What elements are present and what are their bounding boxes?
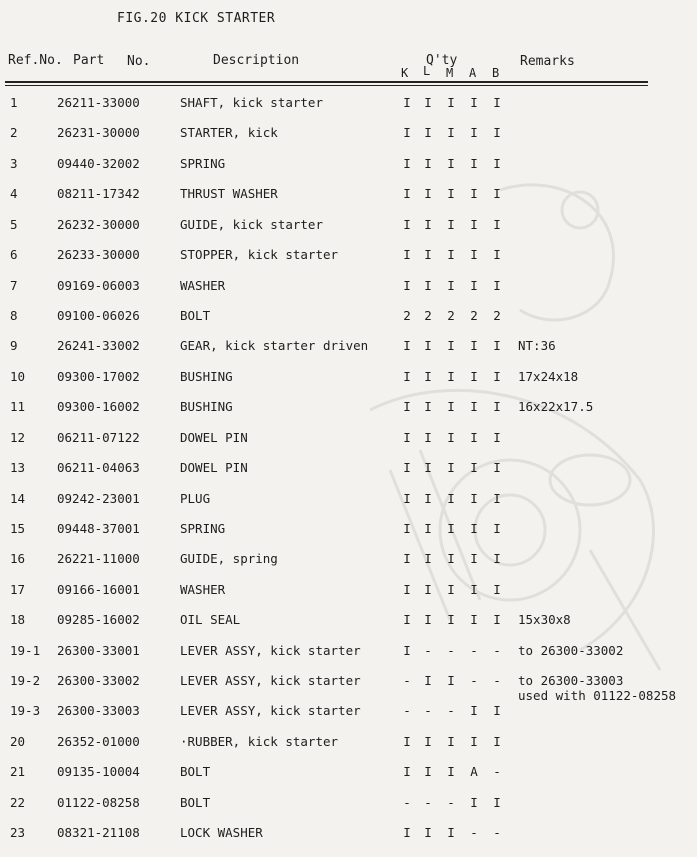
qty-m-cell: I [447, 216, 455, 232]
description-cell: WASHER [180, 581, 226, 597]
ref-no-cell: 19-3 [10, 703, 41, 719]
table-row [0, 369, 697, 399]
qty-m-cell: I [447, 399, 455, 415]
qty-k-cell: I [403, 612, 411, 628]
qty-l-cell: I [424, 460, 432, 475]
qty-col-k: K [401, 66, 409, 80]
qty-a-cell: I [470, 186, 478, 202]
qty-b-cell: 2 [493, 307, 501, 323]
qty-m-cell: - [447, 703, 455, 719]
figure-title: FIG.20 KICK STARTER [117, 11, 276, 26]
description-cell: GEAR, kick starter driven [180, 338, 369, 354]
table-row [0, 734, 697, 764]
qty-k-cell: I [403, 277, 411, 293]
remarks-cell: to 26300-33002 [518, 642, 624, 658]
table-row [0, 156, 697, 186]
qty-l-cell: I [424, 612, 432, 628]
part-no-cell: 09300-17002 [57, 368, 140, 384]
qty-a-cell: I [470, 460, 478, 475]
part-no-cell: 08321-21108 [57, 825, 140, 841]
description-cell: LEVER ASSY, kick starter [180, 703, 361, 719]
table-row [0, 338, 697, 368]
remarks-cell: NT:36 [518, 338, 556, 354]
qty-k-cell: I [403, 368, 411, 384]
part-no-cell: 06211-07122 [57, 429, 140, 445]
qty-m-cell: I [447, 490, 455, 506]
header-qty: Q'ty [426, 53, 458, 68]
qty-m-cell: I [447, 733, 455, 749]
description-cell: BUSHING [180, 399, 233, 415]
ref-no-cell: 23 [10, 825, 26, 841]
qty-b-cell: I [493, 612, 501, 628]
part-no-cell: 26300-33001 [57, 642, 140, 658]
qty-b-cell: - [493, 764, 501, 780]
qty-a-cell: I [470, 247, 478, 263]
part-no-cell: 26231-30000 [57, 125, 140, 141]
ref-no-cell: 8 [10, 307, 18, 323]
ref-no-cell: 16 [10, 551, 26, 567]
description-cell: DOWEL PIN [180, 429, 248, 445]
qty-l-cell: I [424, 155, 432, 171]
qty-m-cell: I [447, 277, 455, 293]
qty-a-cell: I [470, 277, 478, 293]
qty-b-cell: I [493, 216, 501, 232]
part-no-cell: 09166-16001 [57, 581, 140, 597]
description-cell: WASHER [180, 277, 226, 293]
qty-b-cell: I [493, 581, 501, 597]
ref-no-cell: 3 [10, 155, 18, 171]
description-cell: SHAFT, kick starter [180, 95, 323, 110]
part-no-cell: 09285-16002 [57, 612, 140, 628]
part-no-cell: 09100-06026 [57, 307, 140, 323]
ref-no-cell: 14 [10, 490, 26, 506]
qty-m-cell: 2 [447, 307, 455, 323]
qty-b-cell: - [493, 642, 501, 658]
qty-b-cell: I [493, 703, 501, 719]
qty-k-cell: I [403, 399, 411, 415]
part-no-cell: 06211-04063 [57, 460, 140, 475]
qty-a-cell: I [470, 490, 478, 506]
qty-a-cell: - [470, 825, 478, 841]
table-row [0, 825, 697, 855]
qty-k-cell: I [403, 216, 411, 232]
qty-m-cell: I [447, 551, 455, 567]
qty-l-cell: I [424, 764, 432, 780]
description-cell: GUIDE, spring [180, 551, 278, 567]
qty-m-cell: - [447, 794, 455, 810]
qty-l-cell: I [424, 673, 432, 688]
qty-b-cell: I [493, 399, 501, 415]
table-row [0, 95, 697, 125]
qty-k-cell: I [403, 186, 411, 202]
qty-b-cell: I [493, 247, 501, 263]
ref-no-cell: 21 [10, 764, 26, 780]
qty-a-cell: 2 [470, 307, 478, 323]
qty-col-m: M [446, 66, 454, 80]
description-cell: BOLT [180, 794, 211, 810]
table-row [0, 703, 697, 733]
part-no-cell: 09448-37001 [57, 520, 140, 536]
qty-a-cell: I [470, 520, 478, 536]
table-row [0, 551, 697, 581]
qty-k-cell: I [403, 764, 411, 780]
table-row [0, 125, 697, 155]
qty-k-cell: I [403, 825, 411, 841]
description-cell: GUIDE, kick starter [180, 216, 323, 232]
description-cell: BOLT [180, 307, 211, 323]
qty-k-cell: I [403, 155, 411, 171]
qty-l-cell: I [424, 95, 432, 110]
table-row [0, 491, 697, 521]
qty-k-cell: I [403, 338, 411, 354]
part-no-cell: 26211-33000 [57, 95, 140, 110]
ref-no-cell: 7 [10, 277, 18, 293]
qty-k-cell: - [403, 703, 411, 719]
qty-m-cell: - [447, 642, 455, 658]
ref-no-cell: 9 [10, 338, 18, 354]
qty-a-cell: A [470, 764, 478, 780]
qty-b-cell: I [493, 520, 501, 536]
table-row [0, 430, 697, 460]
qty-k-cell: I [403, 429, 411, 445]
qty-a-cell: I [470, 581, 478, 597]
qty-k-cell: I [403, 581, 411, 597]
qty-m-cell: I [447, 764, 455, 780]
qty-col-b: B [492, 66, 500, 80]
qty-k-cell: - [403, 673, 411, 688]
qty-l-cell: I [424, 247, 432, 263]
qty-b-cell: I [493, 338, 501, 354]
qty-b-cell: I [493, 490, 501, 506]
qty-a-cell: I [470, 368, 478, 384]
table-row [0, 247, 697, 277]
qty-a-cell: I [470, 429, 478, 445]
ref-no-cell: 12 [10, 429, 26, 445]
qty-m-cell: I [447, 520, 455, 536]
description-cell: OIL SEAL [180, 612, 241, 628]
table-row [0, 764, 697, 794]
qty-l-cell: I [424, 825, 432, 841]
qty-l-cell: 2 [424, 307, 432, 323]
qty-k-cell: I [403, 520, 411, 536]
part-no-cell: 26352-01000 [57, 733, 140, 749]
ref-no-cell: 22 [10, 794, 26, 810]
description-cell: BUSHING [180, 368, 233, 384]
qty-m-cell: I [447, 95, 455, 110]
qty-a-cell: I [470, 733, 478, 749]
part-no-cell: 26221-11000 [57, 551, 140, 567]
part-no-cell: 09242-23001 [57, 490, 140, 506]
part-no-cell: 09135-10004 [57, 764, 140, 780]
qty-a-cell: I [470, 95, 478, 110]
qty-col-l: L [423, 64, 431, 78]
qty-k-cell: I [403, 460, 411, 475]
part-no-cell: 26232-30000 [57, 216, 140, 232]
qty-a-cell: I [470, 794, 478, 810]
qty-l-cell: I [424, 399, 432, 415]
qty-b-cell: I [493, 733, 501, 749]
qty-l-cell: I [424, 520, 432, 536]
ref-no-cell: 15 [10, 520, 26, 536]
qty-a-cell: I [470, 612, 478, 628]
description-cell: DOWEL PIN [180, 460, 248, 475]
table-row [0, 521, 697, 551]
remarks-cell-line2: used with 01122-08258 [518, 688, 677, 703]
qty-b-cell: I [493, 368, 501, 384]
qty-l-cell: I [424, 490, 432, 506]
table-row [0, 186, 697, 216]
description-cell: ·RUBBER, kick starter [180, 733, 339, 749]
qty-m-cell: I [447, 673, 455, 688]
part-no-cell: 08211-17342 [57, 186, 140, 202]
ref-no-cell: 20 [10, 733, 26, 749]
part-no-cell: 01122-08258 [57, 794, 140, 810]
table-row [0, 278, 697, 308]
qty-k-cell: 2 [403, 307, 411, 323]
part-no-cell: 09440-32002 [57, 155, 140, 171]
header-remarks: Remarks [520, 54, 575, 69]
qty-l-cell: I [424, 551, 432, 567]
qty-k-cell: I [403, 125, 411, 141]
qty-l-cell: I [424, 216, 432, 232]
table-row [0, 643, 697, 673]
qty-m-cell: I [447, 186, 455, 202]
qty-b-cell: I [493, 277, 501, 293]
qty-b-cell: I [493, 125, 501, 141]
qty-l-cell: - [424, 642, 432, 658]
description-cell: SPRING [180, 520, 226, 536]
table-row [0, 582, 697, 612]
ref-no-cell: 10 [10, 368, 26, 384]
remarks-cell: 17x24x18 [518, 368, 579, 384]
description-cell: THRUST WASHER [180, 186, 278, 202]
qty-b-cell: I [493, 155, 501, 171]
part-no-cell: 26300-33003 [57, 703, 140, 719]
qty-m-cell: I [447, 247, 455, 263]
part-no-cell: 26300-33002 [57, 673, 140, 688]
part-no-cell: 09300-16002 [57, 399, 140, 415]
ref-no-cell: 5 [10, 216, 18, 232]
qty-a-cell: I [470, 703, 478, 719]
ref-no-cell: 19-2 [10, 673, 41, 688]
part-no-cell: 26233-30000 [57, 247, 140, 263]
qty-b-cell: I [493, 186, 501, 202]
qty-a-cell: - [470, 642, 478, 658]
table-row [0, 795, 697, 825]
description-cell: BOLT [180, 764, 211, 780]
qty-l-cell: I [424, 338, 432, 354]
qty-l-cell: I [424, 581, 432, 597]
qty-k-cell: I [403, 247, 411, 263]
description-cell: SPRING [180, 155, 226, 171]
qty-l-cell: I [424, 277, 432, 293]
qty-b-cell: - [493, 673, 501, 688]
qty-l-cell: I [424, 733, 432, 749]
description-cell: STOPPER, kick starter [180, 247, 339, 263]
part-no-cell: 26241-33002 [57, 338, 140, 354]
remarks-cell: to 26300-33003 [518, 673, 624, 688]
qty-a-cell: I [470, 216, 478, 232]
qty-k-cell: I [403, 490, 411, 506]
ref-no-cell: 2 [10, 125, 18, 141]
table-row [0, 399, 697, 429]
part-no-cell: 09169-06003 [57, 277, 140, 293]
header-rule-top [5, 81, 648, 83]
qty-k-cell: I [403, 733, 411, 749]
qty-m-cell: I [447, 825, 455, 841]
qty-b-cell: I [493, 460, 501, 475]
ref-no-cell: 1 [10, 95, 18, 110]
qty-m-cell: I [447, 125, 455, 141]
ref-no-cell: 19-1 [10, 642, 41, 658]
qty-a-cell: - [470, 673, 478, 688]
qty-l-cell: - [424, 703, 432, 719]
table-row [0, 612, 697, 642]
ref-no-cell: 4 [10, 186, 18, 202]
qty-k-cell: I [403, 551, 411, 567]
description-cell: STARTER, kick [180, 125, 278, 141]
header-no: No. [127, 54, 151, 69]
qty-m-cell: I [447, 612, 455, 628]
qty-b-cell: I [493, 551, 501, 567]
qty-a-cell: I [470, 399, 478, 415]
qty-b-cell: I [493, 95, 501, 110]
header-part: Part [73, 53, 105, 68]
qty-m-cell: I [447, 368, 455, 384]
description-cell: PLUG [180, 490, 211, 506]
qty-l-cell: I [424, 186, 432, 202]
remarks-cell: 15x30x8 [518, 612, 571, 628]
qty-m-cell: I [447, 338, 455, 354]
header-description: Description [213, 53, 300, 68]
qty-m-cell: I [447, 460, 455, 475]
qty-col-a: A [469, 66, 477, 80]
qty-b-cell: I [493, 794, 501, 810]
qty-a-cell: I [470, 551, 478, 567]
qty-b-cell: - [493, 825, 501, 841]
qty-b-cell: I [493, 429, 501, 445]
qty-m-cell: I [447, 429, 455, 445]
header-rule-bottom [5, 85, 648, 86]
qty-l-cell: I [424, 429, 432, 445]
table-row [0, 308, 697, 338]
qty-k-cell: - [403, 794, 411, 810]
qty-a-cell: I [470, 125, 478, 141]
table-row [0, 217, 697, 247]
ref-no-cell: 11 [10, 399, 26, 415]
qty-l-cell: I [424, 368, 432, 384]
qty-k-cell: I [403, 642, 411, 658]
ref-no-cell: 18 [10, 612, 26, 628]
qty-a-cell: I [470, 155, 478, 171]
description-cell: LOCK WASHER [180, 825, 263, 841]
remarks-cell: 16x22x17.5 [518, 399, 594, 415]
qty-l-cell: I [424, 125, 432, 141]
ref-no-cell: 13 [10, 460, 26, 475]
ref-no-cell: 6 [10, 247, 18, 263]
description-cell: LEVER ASSY, kick starter [180, 673, 361, 688]
table-row [0, 460, 697, 490]
qty-m-cell: I [447, 155, 455, 171]
qty-l-cell: - [424, 794, 432, 810]
ref-no-cell: 17 [10, 581, 26, 597]
header-ref-no: Ref.No. [8, 53, 63, 68]
qty-m-cell: I [447, 581, 455, 597]
qty-a-cell: I [470, 338, 478, 354]
description-cell: LEVER ASSY, kick starter [180, 642, 361, 658]
qty-k-cell: I [403, 95, 411, 110]
